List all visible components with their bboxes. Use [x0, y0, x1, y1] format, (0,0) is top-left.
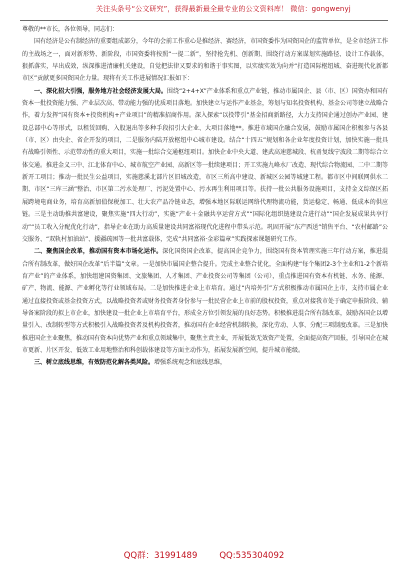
section-3-text: 增强系统观念和底线思维，	[154, 359, 227, 367]
banner-text: 关注头条号“公文研究”，获得最新最全最专业的公文资料库！ 微信：gongwenyj	[96, 5, 351, 13]
section-2-heading: 二、聚焦国企改革，推动国有资本市场化运作。	[34, 248, 163, 256]
header-divider	[20, 20, 388, 21]
section-3-heading: 三、树立底线思维，有效防范化解各类风险。	[34, 359, 155, 367]
section-1	[22, 86, 388, 246]
document-body	[22, 24, 388, 549]
qq-number: QQ:535304092	[219, 551, 285, 561]
footer	[0, 549, 408, 563]
qq-group: QQ群：31991489	[123, 551, 198, 561]
section-2	[22, 246, 388, 357]
paragraph-intro: 国有经济是公有制经济的重要组成部分，今年的会前工作重心是推经济、赛经济，市国资委作为国资国企的监管单位，是全市经济工作的主战场之一，面对新形势、新阶段，市国资委将按照“一提二新”，坚持抢先机、创新期、围绕行动方案谋划实施路径、设计工作载体，狠抓落实，早出成效，纵深推进清廉机关建设，自觉把法律又要求的和谐于事实图，以实绩实效为向并“打造国际枢纽城、奋进现代化新都市区”贡献更多国资国企力量。现将有关工作进展情况汇报如下：	[22, 38, 388, 83]
section-2-text: 深化国资国企改革，提高国企竞争力，围绕国有资本管理实施三年行动方案，推进混合所有制改革，做好国企改革“后半篇”文章。一是加快市属国企整合提升。完成主业整合优化，全面构建“每个集团2-3个主业和1-2个新培育产业”的产业体系，加快组建国资集团、文旅集团、人才集团、产业投资公司等集团（公司），重点推进国有资本有机链、水务、能源、矿产、物流、能源、产业孵化等行业领域布局。二是加快推进企业上市培育。通过“内培外引”方式积极推动市属国企上市，支持市属企业通过直接投资或基金投资方式，以战略投资者或财务投资者身份参与一批民营企业上市前的股权投资，重点对接我市处于确定申报阶段、辅导备案阶段的拟上市企业，加快建设一批企业上市培育平台，形成全方位引领发展的良好态势。积极推进混合所有制改革，鼓励各国企以增量引入、改制转型等方式积极引入战略投资者及机构投资者，推动国有企业经营机制转换，深化劳动、人事、分配三项制度改革。三是加快推进国企主业聚焦，推动国有资本向优势产业和重点领域集中，聚焦主责主业，开展低效无效资产处置，全面提高资产回报，引导国企在城市更新、片区开发、低效工业用地整治和科创载体建设等方面主动作为，拓展发展新空间，提升城市能级。	[22, 248, 388, 354]
greeting: 尊敬的**市长，各位领导，同志们：	[22, 26, 119, 33]
section-1-text: 围绕“2+4+X”产业体系和重点产业链，推动市属国企、县（市、区）国资办和国有资本一批投资能力强、产业层次高、带动能力强的优质项目落地。加快建立与运作产业基金，筹划与知名投资机构、基金公司等建立战略合作，着力发挥“国有资本+投资机构+产业项目”的精准招商作用。深入探索“以投带引”基金招商新路径，大力支持国企通过创办产业园、建设总部中心等形式，以租赁回购、入股退出等多种手段招引大企业、大项目落地**。推进市域国企融合发展，鼓励市属国企积极参与各县（市、区）由央企、省企开发的项目，二是服务内陆开放枢纽中心城市建设。结合“十四五”规划和各企业年度投资计划，加快实施一批具有战略引领性、示范带动性的重大项目，实施一批综合交通枢纽项目。加快企业中央大道、建武高速慈城段、杭甬复线宁波段二期等综合立体交通。推进金义三中、江北体育中心、城市航空产业园、高新区等一批续建项目；开工实施九峰水厂改造、现代综合物流园、二中二期等新开工项目；推动一批民生公益项目，实施慈溪北部片区旧城改造，市区三所高中建设、新城区公园等城建工程。都市区中间联网供水二期、市区“三库三涵”整治、市区第二污水处理厂、污泥处置中心、污水再生利用项目等。扶持一批公共服务设施项目，支持金义综保区拓展跨境电商业务，培育高新加值保税加工、壮大农产品冷链业态，增强本地区际联运网络代理物流功能，货运稳定、畅通、低成本的供应链。三是主动助推共富建设，聚焦实施“四大行动”，实施“产业＋金融共享运营方式”“国际化组织链建设合进行动”“国企发展成果共享行动”“员工收入分配优化行动”，指导企业在助力高质量建设共同富裕现代化进程中带头示范。巩固开展“东产西送”销售平台、“农村邮路”公交服务、“双轨村加油站”、援疆疏困等一批共富载体，完成“共同富裕·金彩篇章”实践探索课题研究工作。	[22, 87, 388, 243]
section-3	[22, 357, 388, 369]
section-1-heading: 一、深化招大引强，服务地方社会经济发展大局。	[34, 87, 167, 95]
